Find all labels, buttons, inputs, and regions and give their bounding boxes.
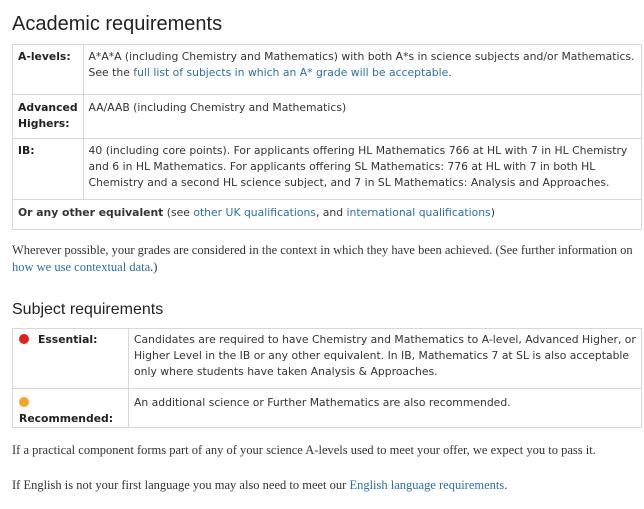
a-levels-label: A-levels: [13,45,84,95]
international-qualifications-link[interactable]: international qualifications [346,206,491,219]
other-equivalent-cell: Or any other equivalent (see other UK qualifications, and international qualifications) [13,200,642,230]
ib-label: IB: [13,139,84,200]
table-row-ib [13,139,642,200]
table-row-essential [13,329,642,389]
full-list-subjects-link[interactable]: full list of subjects in which an A* grade will be acceptable [133,66,449,79]
table-row-other-equivalent [13,200,642,230]
contextual-data-paragraph: Wherever possible, your grades are considered in the context in which they have been achieved. (See further information on how we use contextual data.) [12,243,633,274]
advanced-highers-value: AA/AAB (including Chemistry and Mathematics) [83,95,641,139]
essential-dot-icon [19,334,29,344]
ib-value: 40 (including core points). For applicants offering HL Mathematics 766 at HL with 7 in HL Chemistry and 6 in HL Mathematics. For applicants offering SL Mathematics: 776 at HL with 7 in both HL Chemistry and a second HL science subject, and 7 in SL Mathematics: Analysis and Approaches. [83,139,641,200]
subject-requirements-heading: Subject requirements [12,301,164,318]
other-uk-qualifications-link[interactable]: other UK qualifications [193,206,316,219]
advanced-highers-label: Advanced Highers: [13,95,84,139]
english-requirements-paragraph: If English is not your first language you may also need to meet our English language requirements. [12,478,508,492]
contextual-data-link[interactable]: how we use contextual data [12,260,151,274]
table-row-recommended [13,389,642,428]
subject-requirements-table [12,328,642,428]
academic-requirements-heading: Academic requirements [12,13,223,35]
practical-component-paragraph: If a practical component forms part of any of your science A-levels used to meet your offer, we expect you to pass it. [12,443,596,457]
essential-value: Candidates are required to have Chemistry and Mathematics to A-level, Advanced Higher, or Higher Level in the IB or any other equivalent. In IB, Mathematics 7 at SL is also acceptable only where students have taken Analysis & Approaches. [129,329,642,389]
table-row-a-levels [13,45,642,95]
recommended-value: An additional science or Further Mathematics are also recommended. [129,389,642,428]
recommended-dot-icon [19,397,29,407]
academic-requirements-table [12,44,642,230]
table-row-advanced-highers [13,95,642,139]
english-language-requirements-link[interactable]: English language requirements [349,478,505,492]
recommended-label-cell: Recommended: [13,389,129,428]
a-levels-value: A*A*A (including Chemistry and Mathematics) with both A*s in science subjects and/or Mathematics. See the full list of subjects in which an A* grade will be acceptable. [83,45,641,95]
essential-label-cell: Essential: [13,329,129,389]
